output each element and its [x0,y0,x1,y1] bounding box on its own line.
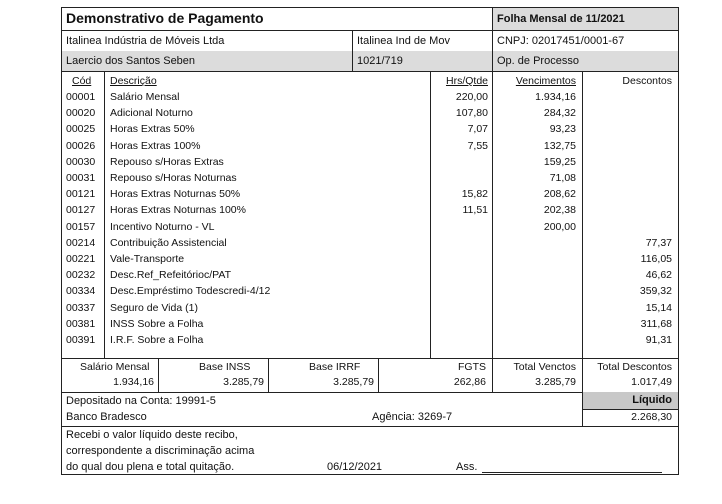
item-description: Horas Extras Noturnas 100% [110,204,246,217]
table-row [62,121,678,137]
total-irrf-label: Base IRRF [309,361,361,373]
item-code: 00025 [66,123,96,136]
item-vencimentos: 132,75 [543,139,576,152]
item-hrs: 7,55 [467,139,488,152]
item-description: INSS Sobre a Folha [110,317,204,330]
table-row [62,154,678,170]
item-code: 00157 [66,220,96,233]
item-hrs: 11,51 [462,204,488,217]
item-description: Desc.Ref_Refeitóriоc/PAT [110,269,231,282]
item-descontos: 77,37 [645,236,672,249]
item-vencimentos: 71,08 [549,172,576,184]
item-description: Salário Mensal [110,91,180,103]
item-descontos: 359,32 [639,285,672,298]
item-descontos: 91,31 [645,334,672,346]
item-vencimentos: 208,62 [543,188,576,201]
table-row [62,89,678,105]
item-description: Vale-Transporte [110,253,185,265]
table-row [62,316,678,332]
item-vencimentos: 200,00 [543,220,576,233]
company-short-name: Italinea Ind de Mov [357,35,450,47]
total-salario-value: 1.934,16 [113,376,154,388]
total-venctos [492,358,582,392]
item-hrs: 107,80 [455,107,488,120]
item-code: 00221 [66,253,96,265]
operation-cell [492,51,678,71]
signature-label: Ass. [456,461,478,473]
document-title: Demonstrativo de Pagamento [66,10,264,26]
header-hrs: Hrs/Qtde [445,75,488,87]
item-hrs: 220,00 [455,91,488,103]
liquido-value: 2.268,30 [631,411,672,423]
item-vencimentos: 93,23 [549,123,576,136]
receipt-line-1: Recebi o valor líquido deste recibo, [66,429,238,441]
item-code: 00127 [66,204,96,217]
item-code: 00391 [66,334,96,346]
receipt-section [62,426,678,474]
table-row [62,332,678,348]
table-row [62,219,678,235]
total-salario-label: Salário Mensal [80,361,150,373]
item-hrs: 15,82 [461,188,488,201]
item-description: Adicional Noturno [110,107,193,120]
signature-line [482,472,662,473]
item-description: Desc.Empréstimo Todescredi-4/12 [110,285,271,298]
item-description: I.R.F. Sobre a Folha [110,334,204,346]
total-inss [158,358,268,392]
cnpj: CNPJ: 02017451/0001-67 [497,35,625,47]
header-descontos: Descontos [622,75,672,87]
total-fgts-label: FGTS [458,361,486,373]
bank-agency: Agência: 3269-7 [372,411,453,423]
total-descontos-value: 1.017,49 [631,376,672,388]
header-descricao: Descrição [110,75,157,87]
company-row [62,30,678,52]
item-description: Repouso s/Horas Noturnas [110,172,237,184]
header-vencimentos: Vencimentos [515,75,576,87]
total-descontos-label: Total Descontos [597,361,672,373]
table-row [62,138,678,154]
total-venctos-value: 3.285,79 [535,376,576,388]
liquido-header [583,392,678,410]
table-header [62,73,678,89]
deposit-account: Depositado na Conta: 19991-5 [66,395,216,407]
item-code: 00337 [66,301,96,314]
item-description: Incentivo Noturno - VL [110,220,215,233]
total-descontos [582,358,678,392]
employee-name: Laercio dos Santos Seben [66,55,196,67]
item-descontos: 15,14 [645,301,672,314]
total-inss-value: 3.285,79 [223,376,264,388]
receipt-line-3: do qual dou plena e total quitação. [66,461,235,473]
item-description: Seguro de Vida (1) [110,301,198,314]
table-row [62,267,678,283]
total-irrf [268,358,378,392]
table-row [62,251,678,267]
item-code: 00121 [66,188,96,201]
table-row [62,235,678,251]
item-descontos: 46,62 [645,269,672,282]
item-descontos: 311,68 [640,317,672,330]
bank-name: Banco Bradesco [66,411,147,423]
cnpj-cell [492,30,678,51]
receipt-date: 06/12/2021 [327,461,383,473]
total-inss-label: Base INSS [199,361,251,373]
table-row [62,202,678,218]
total-salario [62,358,158,392]
item-descontos: 116,05 [640,253,672,265]
item-code: 00001 [66,91,96,103]
employee-code: 1021/719 [357,55,403,67]
liquido-cell [582,392,678,426]
item-description: Repouso s/Horas Extras [110,155,224,168]
item-code: 00031 [66,172,96,184]
totals-row [62,358,678,393]
payslip [61,7,679,475]
item-vencimentos: 159,25 [543,155,576,168]
item-code: 00334 [66,285,96,298]
company-short-cell [352,30,492,51]
company-name: Italinea Indústria de Móveis Ltda [66,35,225,47]
header-cod: Cód [72,75,92,87]
total-irrf-value: 3.285,79 [333,376,374,388]
period-cell [492,8,678,30]
items-table [62,71,678,359]
total-fgts [378,358,492,392]
table-row [62,186,678,202]
table-row [62,105,678,121]
liquido-label: Líquido [632,394,672,406]
item-vencimentos: 284,32 [543,107,576,120]
receipt-line-2: correspondente a discriminação acima [66,445,255,457]
employee-row [62,51,678,72]
table-row [62,283,678,299]
title-row [62,8,678,31]
employee-code-cell [352,51,492,71]
item-description: Horas Extras 50% [110,123,195,136]
item-code: 00214 [66,236,96,249]
table-row [62,170,678,186]
total-venctos-label: Total Venctos [513,361,576,373]
item-vencimentos: 202,38 [543,204,576,217]
item-code: 00020 [66,107,96,120]
item-description: Horas Extras Noturnas 50% [110,188,241,201]
employee-operation: Op. de Processo [497,55,579,67]
table-row [62,300,678,316]
item-vencimentos: 1.934,16 [535,91,576,103]
item-code: 00026 [66,139,96,152]
item-description: Horas Extras 100% [110,139,201,152]
period-label: Folha Mensal de 11/2021 [497,13,625,25]
bank-row [62,392,678,427]
total-fgts-value: 262,86 [453,376,486,388]
item-code: 00381 [66,317,96,330]
item-description: Contribuição Assistencial [110,236,227,249]
item-hrs: 7,07 [467,123,488,136]
item-code: 00232 [66,269,96,282]
item-code: 00030 [66,155,96,168]
